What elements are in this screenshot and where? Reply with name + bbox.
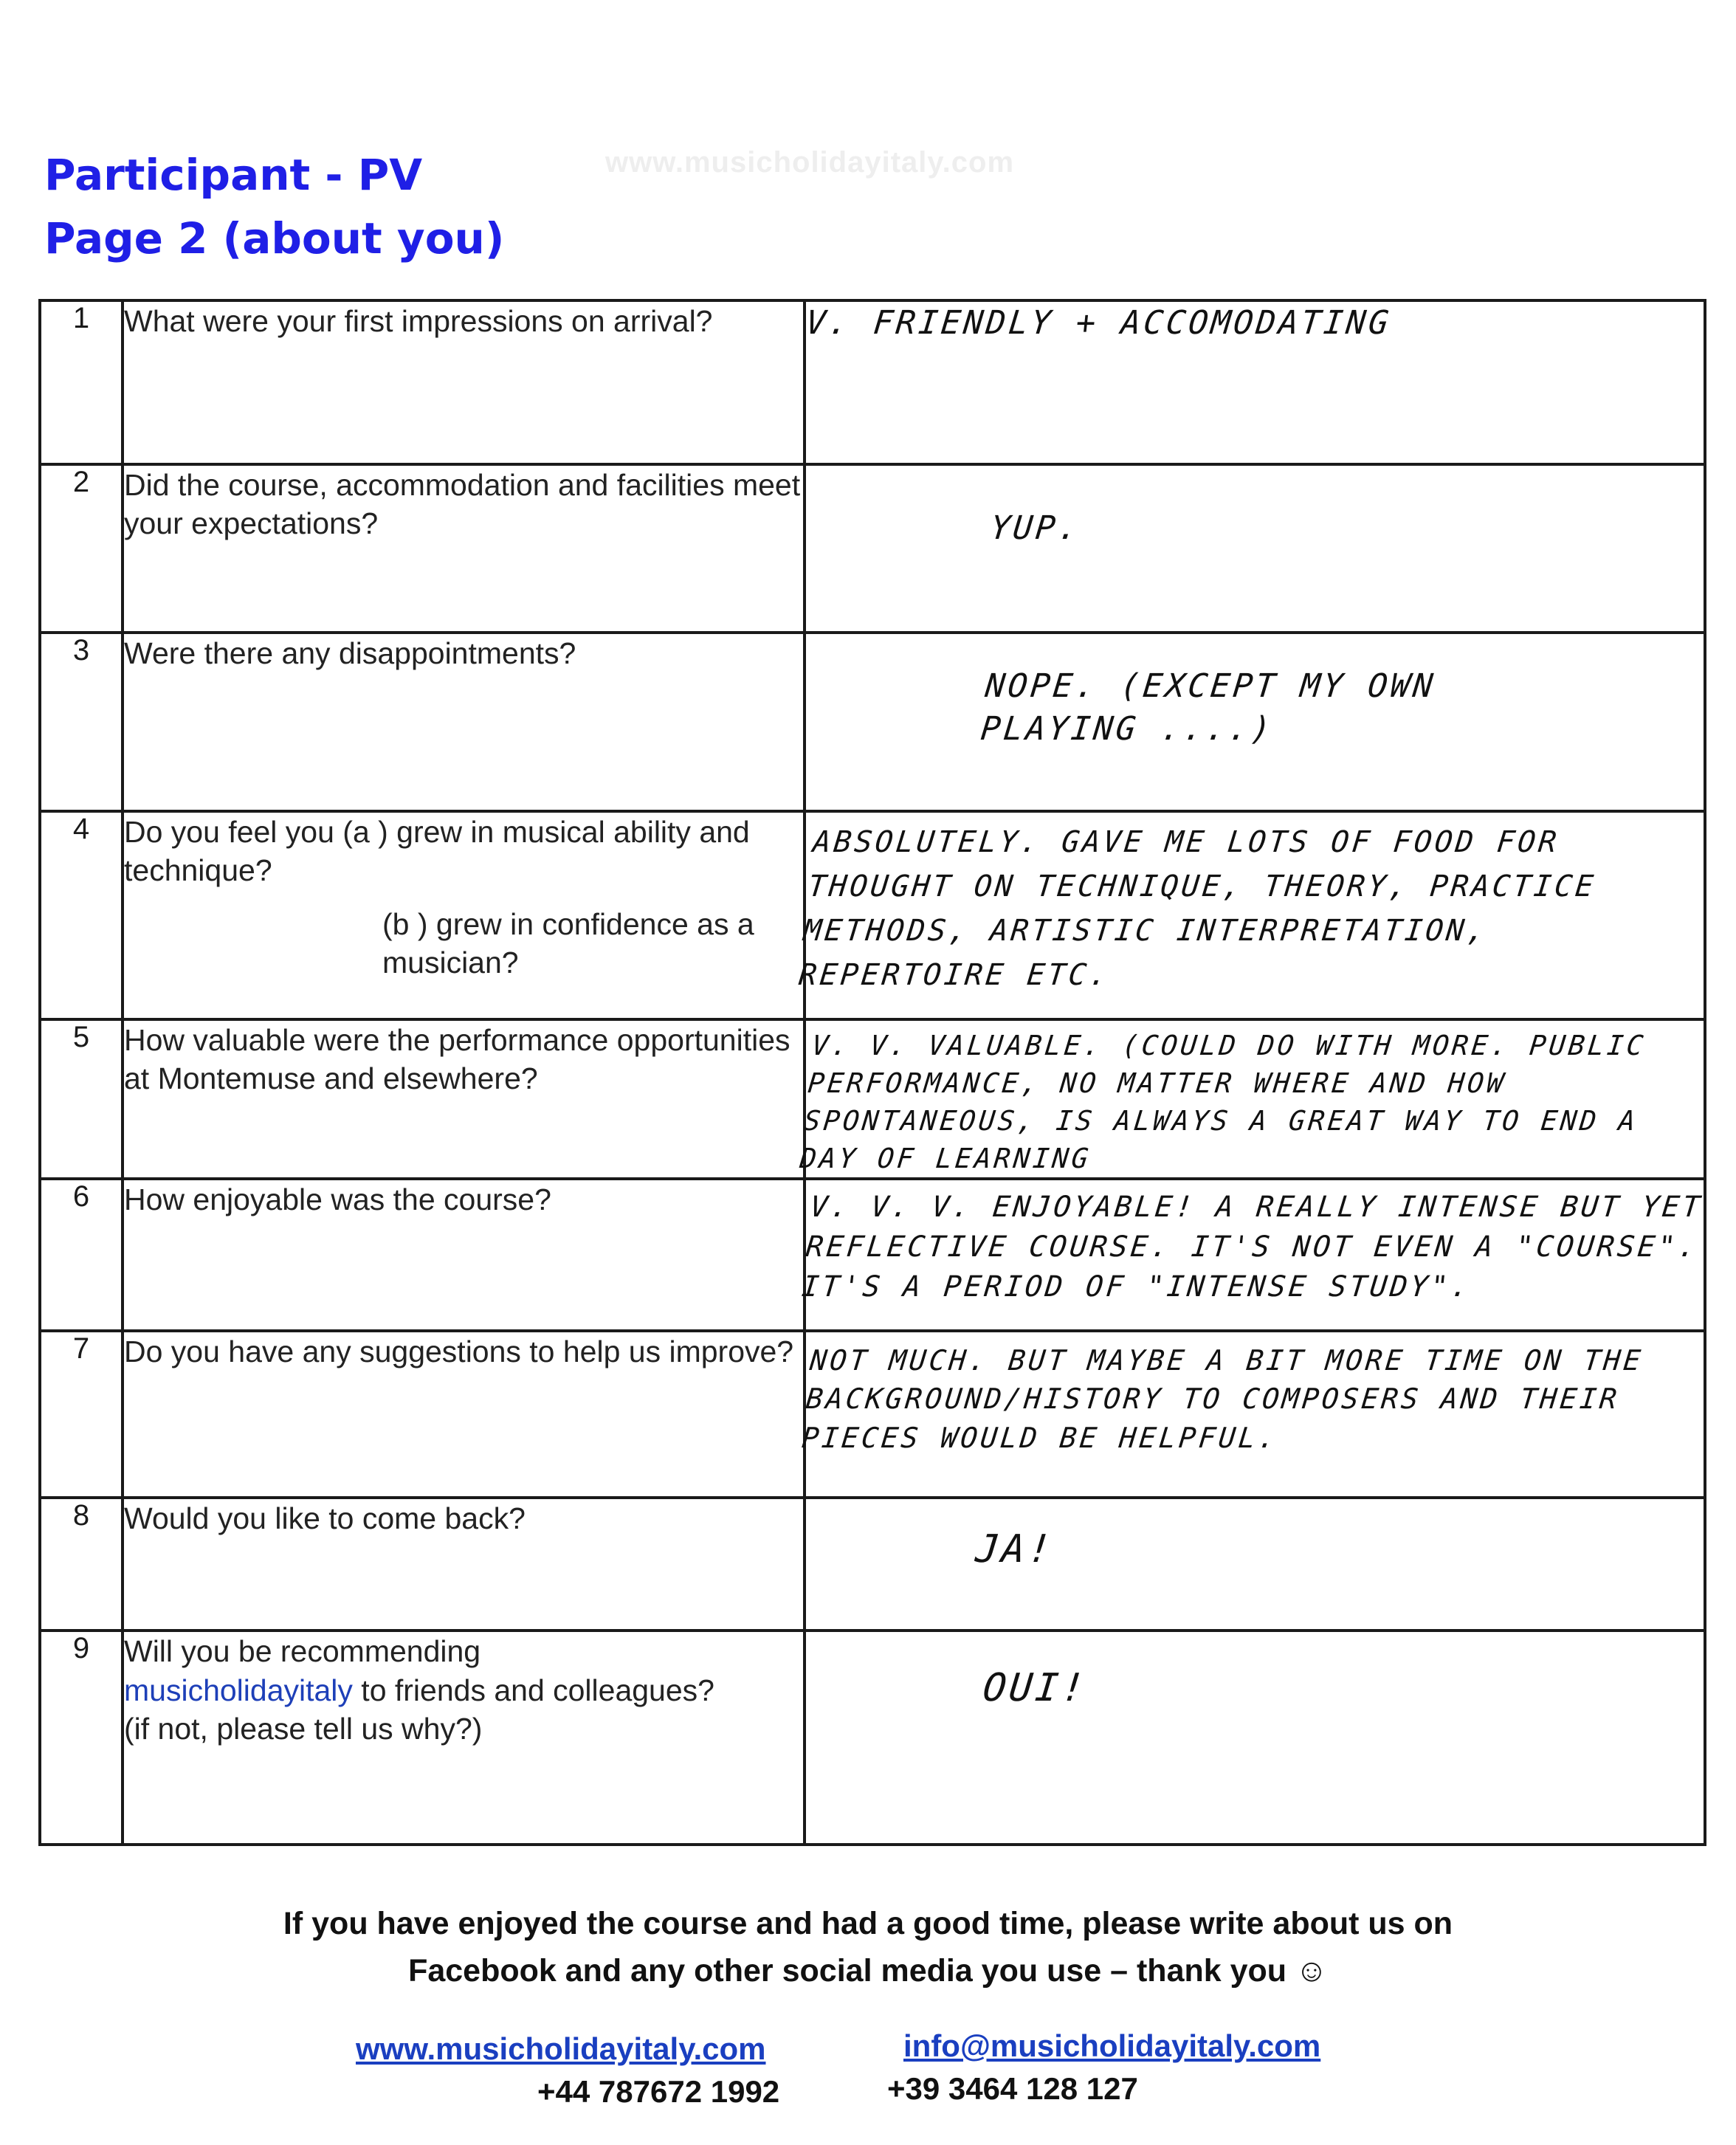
answer-cell: [798, 1019, 1705, 1179]
table-row: [40, 1331, 1705, 1498]
handwritten-answer: V. V. VALUABLE. (COULD DO WITH MORE. PUBLIC PERFORMANCE, NO MATTER WHERE AND HOW SPONTANEOUS, IS ALWAYS A GREAT WAY TO END A DAY OF LEARNING: [798, 1030, 1648, 1175]
question-text-start: Will you be recommending: [124, 1634, 481, 1669]
handwritten-answer: OUI!: [980, 1666, 1090, 1711]
handwritten-answer: V. V. V. ENJOYABLE! A REALLY INTENSE BUT YET REFLECTIVE COURSE. IT'S NOT EVEN A "COURSE". IT'S A PERIOD OF "INTENSE STUDY".: [800, 1191, 1705, 1304]
question-part-a: Do you feel you (a ) grew in musical ability and technique?: [124, 815, 750, 888]
table-row: [40, 1019, 1705, 1179]
answer-cell: [797, 811, 1705, 1019]
page-subheading: Page 2 (about you): [44, 213, 505, 264]
handwritten-answer: YUP.: [988, 509, 1083, 547]
brand-name: musicholidayitaly: [124, 1673, 353, 1707]
question-text: Would you like to come back?: [123, 1498, 805, 1631]
footer-message-line1: If you have enjoyed the course and had a good time, please write about us on: [283, 1906, 1453, 1941]
answer-cell: [805, 1631, 1705, 1845]
watermark: www.musicholidayitaly.com: [605, 146, 1015, 179]
question-number: 7: [40, 1331, 123, 1498]
answer-cell: [805, 633, 1705, 811]
handwritten-answer: JA!: [973, 1527, 1057, 1572]
phone-it: +39 3464 128 127: [887, 2071, 1138, 2106]
handwritten-answer: NOT MUCH. BUT MAYBE A BIT MORE TIME ON THE BACKGROUND/HISTORY TO COMPOSERS AND THEIR PIECES WOULD BE HELPFUL.: [800, 1344, 1645, 1455]
question-text: What were your first impressions on arrival?: [123, 300, 805, 464]
handwritten-answer: V. FRIENDLY + ACCOMODATING: [804, 304, 1394, 342]
answer-cell: [805, 464, 1705, 633]
question-text: How valuable were the performance opportunities at Montemuse and elsewhere?: [123, 1019, 805, 1179]
footer-message-line2: Facebook and any other social media you use – thank you ☺: [408, 1953, 1328, 1989]
question-text-end: to friends and colleagues?: [352, 1673, 714, 1707]
question-text: Do you have any suggestions to help us improve?: [123, 1331, 805, 1498]
table-row: [40, 811, 1705, 1019]
question-number: 1: [40, 300, 123, 464]
table-row: [40, 464, 1705, 633]
question-number: 9: [40, 1631, 123, 1845]
website-link[interactable]: www.musicholidayitaly.com: [356, 2031, 766, 2066]
question-part-b: (b ) grew in confidence as a musician?: [382, 906, 754, 980]
answer-cell: [805, 300, 1705, 464]
question-number: 4: [40, 811, 123, 1019]
table-row: [40, 633, 1705, 811]
question-number: 8: [40, 1498, 123, 1631]
participant-heading: Participant - PV: [44, 150, 423, 200]
handwritten-answer: ABSOLUTELY. GAVE ME LOTS OF FOOD FOR THOUGHT ON TECHNIQUE, THEORY, PRACTICE METHODS, ARTISTIC INTERPRETATION, REPERTOIRE ETC.: [797, 825, 1598, 992]
question-number: 3: [40, 633, 123, 811]
email-link[interactable]: info@musicholidayitaly.com: [903, 2028, 1321, 2063]
answer-cell: [800, 1179, 1705, 1331]
answer-cell: [800, 1331, 1705, 1498]
question-text: How enjoyable was the course?: [123, 1179, 805, 1331]
question-text: Were there any disappointments?: [123, 633, 805, 811]
question-number: 6: [40, 1179, 123, 1331]
handwritten-answer: NOPE. (EXCEPT MY OWN PLAYING ....): [979, 667, 1438, 748]
question-number: 5: [40, 1019, 123, 1179]
table-row: [40, 1179, 1705, 1331]
question-note: (if not, please tell us why?): [124, 1712, 483, 1746]
questionnaire-table: [38, 299, 1706, 1846]
table-row: [40, 300, 1705, 464]
question-text: [123, 1631, 805, 1845]
question-number: 2: [40, 464, 123, 633]
table-row: [40, 1631, 1705, 1845]
phone-uk: +44 787672 1992: [537, 2074, 780, 2109]
question-text: [123, 811, 805, 1019]
question-text: Did the course, accommodation and facilities meet your expectations?: [123, 464, 805, 633]
table-row: [40, 1498, 1705, 1631]
answer-cell: [805, 1498, 1705, 1631]
